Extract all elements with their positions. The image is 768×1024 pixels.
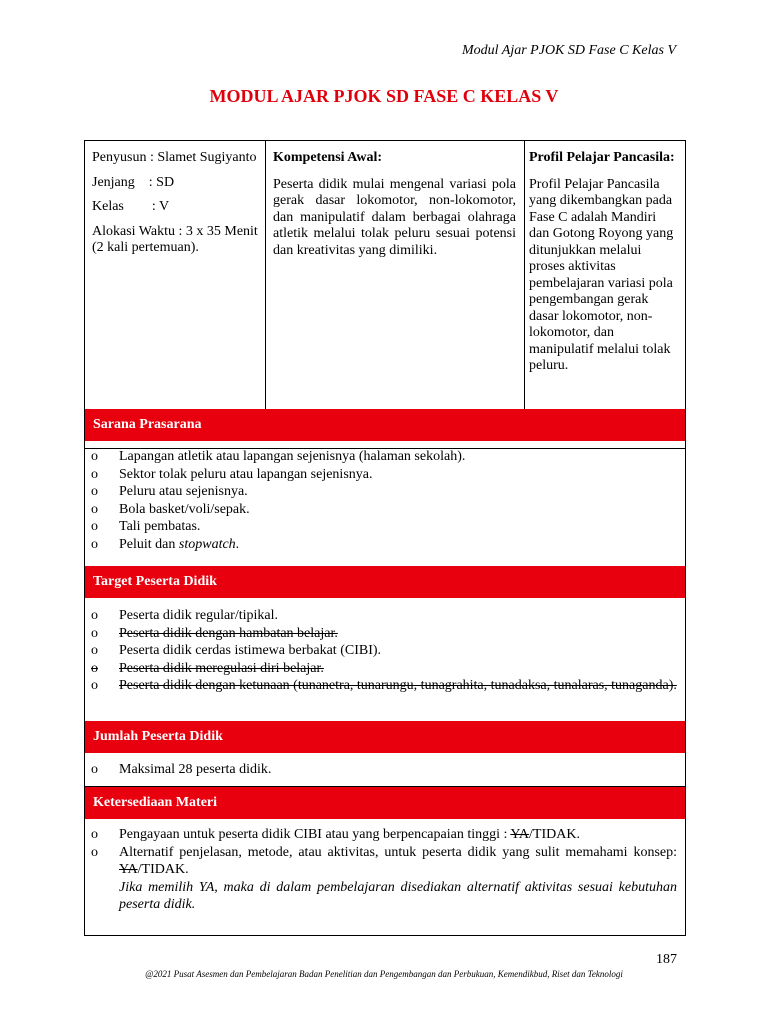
list-item: o Peluru atau sejenisnya. (91, 484, 248, 499)
kompetensi-column (266, 141, 525, 409)
ketersediaan-heading: Ketersediaan Materi (85, 787, 685, 819)
list-item: o Pengayaan untuk peserta didik CIBI atau yang berpencapaian tinggi : YA/TIDAK. (91, 827, 580, 842)
list-item: o Bola basket/voli/sepak. (91, 501, 250, 517)
penyusun-text: Penyusun : Slamet Sugiyanto (92, 150, 257, 165)
kompetensi-heading: Kompetensi Awal: (273, 150, 383, 165)
list-item: o Alternatif penjelasan, metode, atau aktivitas, untuk peserta didik yang sulit memahami konsep: YA/TIDAK. (91, 844, 677, 877)
module-table (84, 140, 686, 936)
target-list (85, 607, 685, 695)
footer-copyright: @2021 Pusat Asesmen dan Pembelajaran Badan Penelitian dan Pengembangan dan Perbukuan, Kemendikbud, Riset dan Teknologi (145, 969, 623, 979)
list-item: o Peserta didik dengan hambatan belajar. (91, 625, 338, 641)
target-heading: Target Peserta Didik (85, 566, 685, 598)
list-item: o Peserta didik cerdas istimewa berbakat (CIBI). (91, 643, 382, 658)
list-item: o Peserta didik dengan ketunaan (tunanetra, tunarungu, tunagrahita, tunadaksa, tunalaras, tunaganda). (91, 678, 677, 693)
list-item: o Lapangan atletik atau lapangan sejenisnya (halaman sekolah). (91, 449, 466, 464)
list-item: o Tali pembatas. (91, 519, 201, 534)
sarana-list (85, 448, 685, 553)
list-item: o Maksimal 28 peserta didik. (91, 762, 272, 777)
jenjang-text: Jenjang : SD (92, 174, 175, 190)
running-header: Modul Ajar PJOK SD Fase C Kelas V (461, 43, 676, 58)
list-item: o Peserta didik regular/tipikal. (91, 608, 279, 623)
profil-column (525, 141, 685, 409)
ketersediaan-note: Jika memilih YA, maka di dalam pembelajaran disediakan alternatif aktivitas sesuai kebutuhan peserta didik. (119, 879, 677, 912)
jumlah-list (85, 753, 685, 787)
list-item: o Peluit dan stopwatch. (91, 536, 240, 552)
page-number: 187 (656, 952, 677, 967)
list-item: o Sektor tolak peluru atau lapangan sejenisnya. (91, 466, 373, 482)
list-item: o Peserta didik meregulasi diri belajar. (91, 660, 324, 676)
info-column (85, 141, 266, 409)
ketersediaan-list (85, 826, 685, 914)
kelas-text: Kelas : V (92, 199, 170, 214)
jumlah-heading: Jumlah Peserta Didik (85, 721, 685, 753)
sarana-heading: Sarana Prasarana (85, 409, 685, 441)
alokasi-text: Alokasi Waktu : 3 x 35 Menit (2 kali pertemuan). (92, 223, 258, 255)
document-title: MODUL AJAR PJOK SD FASE C KELAS V (209, 86, 559, 106)
profil-text: Profil Pelajar Pancasila yang dikembangkan pada Fase C adalah Mandiri dan Gotong Royong yang ditunjukkan melalui proses aktivitas pembelajaran variasi pola pengembangan gerak dasar lokomotor, non-lokomotor, dan manipulatif melalui tolak peluru. (529, 176, 674, 373)
kompetensi-text: Peserta didik mulai mengenal variasi pola gerak dasar lokomotor, non-lokomotor, dan manipulatif dalam berbagai olahraga atletik melalui tolak peluru sesuai potensi dan kreativitas yang dimiliki. (273, 176, 516, 258)
profil-heading: Profil Pelajar Pancasila: (529, 150, 675, 165)
